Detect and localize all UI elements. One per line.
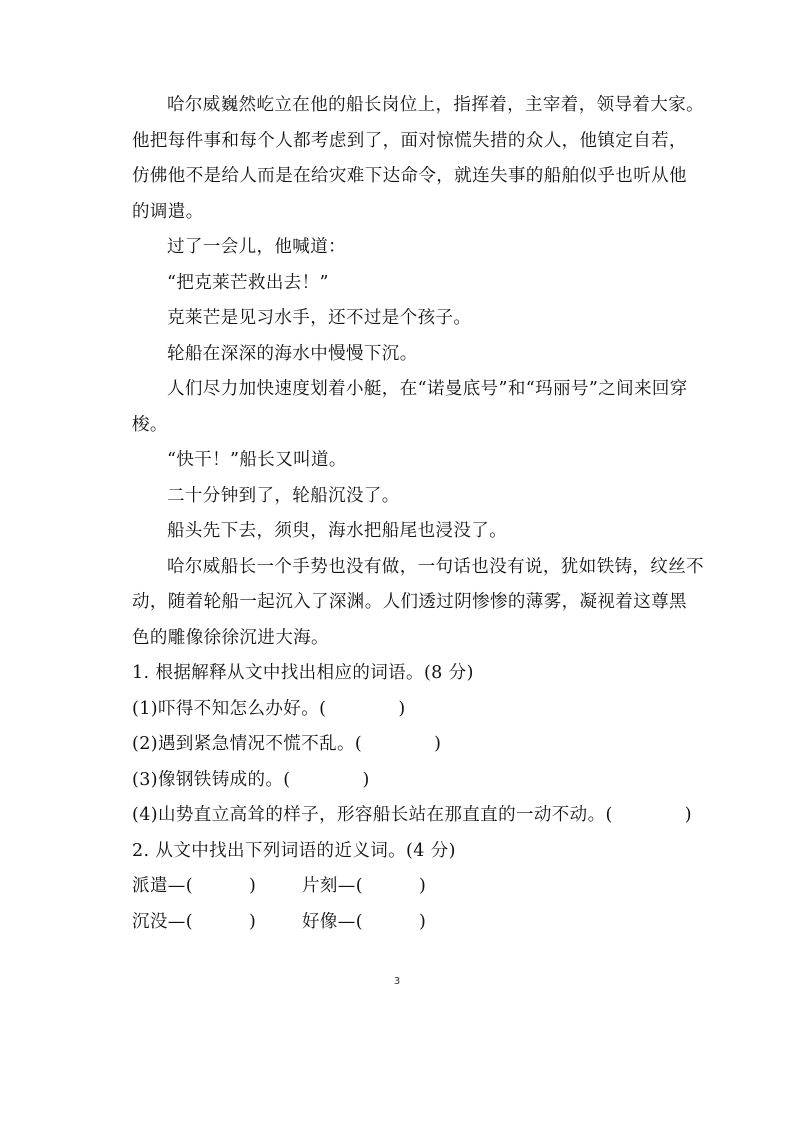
answer-close-paren: ) — [362, 769, 370, 790]
question-1-item — [132, 727, 704, 763]
synonym-word: 片刻—( — [302, 876, 363, 896]
synonym-word: 派遣—( — [132, 876, 193, 896]
answer-close-paren: ) — [398, 698, 406, 719]
answer-close-paren: ) — [434, 734, 442, 754]
question-1-item-text: (1)吓得不知怎么办好。( — [132, 698, 327, 719]
page-number: 3 — [393, 976, 401, 987]
question-1-item-text: (4)山势直立高耸的样子，形容船长站在那直直的一动不动。( — [132, 805, 613, 825]
synonym-item — [302, 869, 472, 905]
question-1-title: 1. 根据解释从文中找出相应的词语。(8 分) — [132, 663, 474, 683]
synonym-word: 沉没—( — [132, 911, 193, 932]
story-paragraph: “把克莱芒救出去！” — [167, 272, 329, 293]
question-1-item — [132, 798, 704, 834]
synonym-word: 好像—( — [302, 911, 363, 932]
story-paragraph: “快干！”船长又叫道。 — [167, 450, 347, 470]
story-paragraph: 克莱芒是见习水手，还不过是个孩子。 — [167, 308, 472, 328]
story-paragraph: 轮船在深深的海水中慢慢下沉。 — [167, 343, 418, 364]
story-paragraph: 人们尽力加快速度划着小艇，在“诺曼底号”和“玛丽号”之间来回穿梭。 — [132, 379, 688, 435]
answer-close-paren: ) — [418, 911, 427, 932]
synonym-row — [132, 905, 704, 941]
question-1-item-text: (2)遇到紧急情况不慌不乱。( — [132, 734, 363, 754]
story-paragraph: 二十分钟到了，轮船沉没了。 — [167, 485, 400, 506]
story-paragraph: 哈尔威船长一个手势也没有做，一句话也没有说，犹如铁铸，纹丝不动，随着轮船一起沉入了深渊。人们透过阴惨惨的薄雾，凝视着这尊黑色的雕像徐徐沉进大海。 — [132, 556, 704, 648]
story-paragraph: 哈尔威巍然屹立在他的船长岗位上，指挥着，主宰着，领导着大家。他把每件事和每个人都考虑到了，面对惊慌失措的众人，他镇定自若，仿佛他不是给人而是在给灾难下达命令，就连失事的船舶似乎也听从他的调遣。 — [132, 95, 704, 222]
question-1-item-text: (3)像钢铁铸成的。( — [132, 769, 291, 790]
synonym-item — [132, 869, 302, 905]
question-1-item — [132, 692, 704, 728]
answer-close-paren: ) — [248, 876, 257, 896]
answer-close-paren: ) — [248, 911, 257, 932]
story-paragraph: 过了一会儿，他喊道： — [167, 237, 346, 257]
synonym-item — [132, 905, 302, 941]
question-1-item — [132, 763, 704, 799]
answer-close-paren: ) — [418, 876, 427, 896]
answer-close-paren: ) — [684, 805, 692, 825]
synonym-item — [302, 905, 472, 941]
question-2-title: 2. 从文中找出下列词语的近义词。(4 分) — [132, 840, 456, 861]
synonym-row — [132, 869, 704, 905]
story-paragraph: 船头先下去，须臾，海水把船尾也浸没了。 — [167, 521, 508, 541]
page-content — [132, 88, 704, 940]
